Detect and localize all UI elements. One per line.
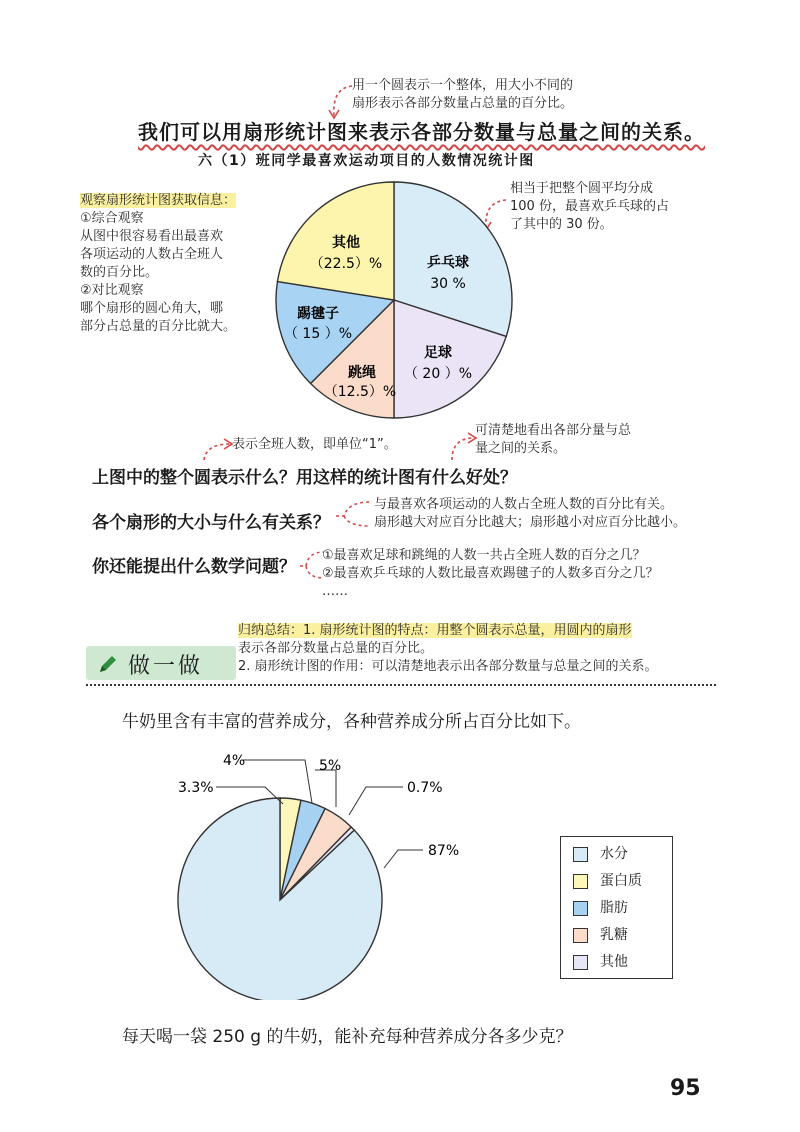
left-note-sub2: ②对比观察: [80, 283, 144, 298]
summary-line1: 归纳总结：1. 扇形统计图的特点：用整个圆表示总量，用圆内的扇形: [238, 623, 632, 638]
legend-label-fat: 脂肪: [600, 900, 628, 916]
section-header: [86, 646, 236, 680]
leader-line-water: [384, 850, 423, 868]
chart1-title: 六（1）班同学最喜欢运动项目的人数情况统计图: [198, 153, 535, 169]
legend-swatch-lactose: [573, 928, 588, 943]
question-1: 上图中的整个圆表示什么？用这样的统计图有什么好处？: [92, 468, 517, 488]
left-note-heading: 观察扇形统计图获取信息：: [80, 193, 237, 208]
milk-pie-chart: [140, 740, 520, 1000]
clear-note: [475, 422, 631, 458]
slice-value-rope: （12.5）%: [323, 384, 397, 400]
label-water: 87%: [428, 843, 460, 859]
unit-note: 表示全班人数，即单位“1”。: [232, 437, 397, 452]
slice-label-football: 足球: [424, 345, 452, 361]
main-statement: 我们可以用扇形统计图来表示各部分数量与总量之间的关系。: [138, 120, 705, 144]
left-note-text1-b: 各项运动的人数占全班人: [80, 247, 224, 262]
right-note: [510, 180, 720, 234]
top-annotation: [352, 77, 573, 113]
legend-item-fat: [561, 895, 672, 922]
left-note-text1-c: 数的百分比。: [80, 265, 159, 280]
legend-label-protein: 蛋白质: [600, 873, 642, 889]
section-title: 做一做: [128, 654, 204, 679]
label-other: 0.7%: [407, 780, 443, 796]
leader-line-lactose: [315, 770, 336, 807]
top-annotation-line1: 用一个圆表示一个整体，用大小不同的: [352, 78, 574, 93]
chart1-pie: [270, 170, 520, 430]
label-lactose: 5%: [319, 758, 342, 774]
leader-line-other: [349, 787, 403, 815]
right-note-line1: 相当于把整个圆平均分成: [510, 181, 654, 196]
left-note-text1-a: 从图中很容易看出最喜欢: [80, 229, 224, 244]
slice-value-other: （22.5）%: [309, 256, 383, 272]
slice-value-shuttlecock: （ 15 ）%: [283, 326, 353, 342]
clear-note-line1: 可清楚地看出各部分量与总: [475, 423, 632, 438]
slice-value-football: （ 20 ）%: [403, 366, 473, 382]
slice-label-other: 其他: [332, 235, 360, 251]
legend-item-lactose: [561, 922, 672, 949]
page-number: 95: [670, 1076, 701, 1101]
legend-item-protein: [561, 868, 672, 895]
milk-intro: 牛奶里含有丰富的营养成分，各种营养成分所占百分比如下。: [122, 712, 581, 732]
pencil-icon: [96, 652, 120, 676]
legend-label-other: 其他: [600, 954, 628, 970]
right-note-line2: 100 份，最喜欢乒乓球的占: [510, 199, 669, 214]
clear-note-line2: 量之间的关系。: [475, 441, 567, 456]
label-protein: 3.3%: [178, 780, 214, 796]
question-2: 各个扇形的大小与什么有关系？: [92, 513, 330, 533]
summary: [238, 622, 748, 676]
slice-label-rope: 跳绳: [348, 365, 376, 381]
question-3-answer-line2: ②最喜欢乒乓球的人数比最喜欢踢毽子的人数多百分之几？: [322, 566, 659, 581]
left-note-sub1: ①综合观察: [80, 211, 144, 226]
legend-swatch-fat: [573, 901, 588, 916]
section-divider: [86, 684, 716, 686]
legend-swatch-other: [573, 955, 588, 970]
question-3-answer-line1: ①最喜欢足球和跳绳的人数一共占全班人数的百分之几？: [322, 548, 646, 563]
left-note-text2-b: 部分占总量的百分比就大。: [80, 319, 237, 334]
question-3: 你还能提出什么数学问题？: [92, 557, 296, 577]
milk-legend: [560, 836, 673, 979]
right-note-line3: 了其中的 30 份。: [510, 217, 613, 232]
question-2-answer: [374, 496, 686, 532]
question-3-answer: [322, 547, 659, 601]
slice-label-pingpong: 乒乓球: [427, 255, 469, 271]
summary-line3: 2. 扇形统计图的作用：可以清楚地表示出各部分数量与总量之间的关系。: [238, 659, 658, 674]
left-note-text2-a: 哪个扇形的圆心角大，哪: [80, 301, 224, 316]
legend-swatch-protein: [573, 874, 588, 889]
slice-label-shuttlecock: 踢毽子: [297, 306, 339, 322]
legend-swatch-water: [573, 847, 588, 862]
label-fat: 4%: [223, 753, 246, 769]
legend-label-lactose: 乳糖: [600, 927, 628, 943]
question-3-answer-line3: ……: [322, 584, 348, 599]
milk-question: 每天喝一袋 250 g 的牛奶，能补充每种营养成分各多少克？: [122, 1027, 573, 1047]
legend-label-water: 水分: [600, 846, 628, 862]
summary-line2: 表示各部分数量占总量的百分比。: [238, 641, 434, 656]
slice-value-pingpong: 30 %: [430, 276, 466, 292]
question-2-answer-line2: 扇形越大对应百分比越大；扇形越小对应百分比越小。: [374, 515, 687, 530]
question-2-brace: [334, 494, 374, 534]
legend-item-other: [561, 949, 672, 976]
top-annotation-line2: 扇形表示各部分数量占总量的百分比。: [352, 96, 574, 111]
left-note: [80, 192, 280, 336]
question-2-answer-line1: 与最喜欢各项运动的人数占全班人数的百分比有关。: [374, 497, 674, 512]
legend-item-water: [561, 841, 672, 868]
leader-line-fat: [243, 760, 312, 803]
